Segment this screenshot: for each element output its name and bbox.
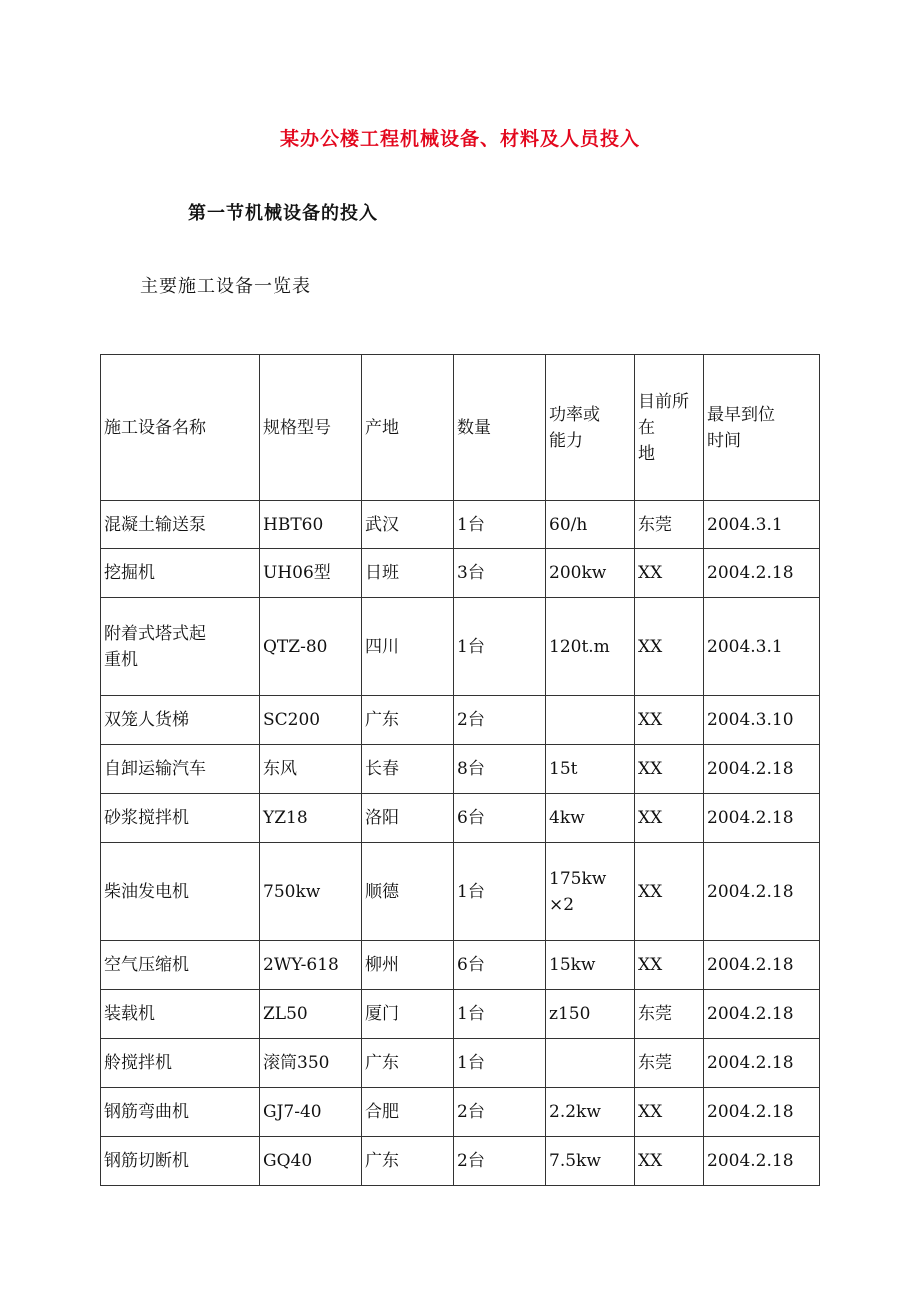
equipment-table bbox=[100, 354, 820, 1186]
cell-power-capacity: 7.5kw bbox=[546, 1137, 635, 1186]
section-heading: 第一节机械设备的投入 bbox=[188, 203, 378, 224]
table-row bbox=[101, 696, 820, 745]
cell-spec-model: 东风 bbox=[260, 745, 362, 794]
cell-current-location: XX bbox=[635, 941, 704, 990]
cell-earliest-arrival: 2004.2.18 bbox=[704, 941, 820, 990]
cell-earliest-arrival: 2004.2.18 bbox=[704, 1137, 820, 1186]
cell-spec-model: GQ40 bbox=[260, 1137, 362, 1186]
table-row bbox=[101, 549, 820, 598]
table-header-row bbox=[101, 355, 820, 501]
cell-earliest-arrival: 2004.3.1 bbox=[704, 598, 820, 696]
cell-equipment-name: 附着式塔式起 重机 bbox=[101, 598, 260, 696]
cell-equipment-name: 混凝土输送泵 bbox=[101, 501, 260, 549]
cell-quantity: 2台 bbox=[454, 1137, 546, 1186]
header-origin: 产地 bbox=[362, 355, 454, 501]
cell-current-location: XX bbox=[635, 843, 704, 941]
cell-quantity: 2台 bbox=[454, 1088, 546, 1137]
header-earliest-arrival: 最早到位 时间 bbox=[704, 355, 820, 501]
cell-power-capacity: 120t.m bbox=[546, 598, 635, 696]
cell-earliest-arrival: 2004.3.1 bbox=[704, 501, 820, 549]
cell-current-location: 东莞 bbox=[635, 990, 704, 1039]
cell-quantity: 1台 bbox=[454, 843, 546, 941]
table-row bbox=[101, 501, 820, 549]
cell-origin: 广东 bbox=[362, 1137, 454, 1186]
cell-power-capacity: 60/h bbox=[546, 501, 635, 549]
cell-origin: 四川 bbox=[362, 598, 454, 696]
cell-current-location: XX bbox=[635, 549, 704, 598]
cell-earliest-arrival: 2004.2.18 bbox=[704, 990, 820, 1039]
cell-equipment-name: 空气压缩机 bbox=[101, 941, 260, 990]
cell-origin: 合肥 bbox=[362, 1088, 454, 1137]
table-row bbox=[101, 1088, 820, 1137]
cell-quantity: 2台 bbox=[454, 696, 546, 745]
cell-quantity: 1台 bbox=[454, 990, 546, 1039]
cell-power-capacity: 4kw bbox=[546, 794, 635, 843]
cell-equipment-name: 装载机 bbox=[101, 990, 260, 1039]
cell-power-capacity: 15t bbox=[546, 745, 635, 794]
cell-current-location: XX bbox=[635, 1088, 704, 1137]
cell-power-capacity: z150 bbox=[546, 990, 635, 1039]
cell-origin: 长春 bbox=[362, 745, 454, 794]
cell-earliest-arrival: 2004.2.18 bbox=[704, 843, 820, 941]
cell-spec-model: YZ18 bbox=[260, 794, 362, 843]
cell-spec-model: SC200 bbox=[260, 696, 362, 745]
cell-spec-model: HBT60 bbox=[260, 501, 362, 549]
cell-spec-model: 滚筒350 bbox=[260, 1039, 362, 1088]
cell-current-location: XX bbox=[635, 696, 704, 745]
cell-power-capacity: 200kw bbox=[546, 549, 635, 598]
cell-origin: 广东 bbox=[362, 1039, 454, 1088]
cell-origin: 广东 bbox=[362, 696, 454, 745]
cell-earliest-arrival: 2004.2.18 bbox=[704, 1039, 820, 1088]
cell-spec-model: UH06型 bbox=[260, 549, 362, 598]
cell-equipment-name: 自卸运输汽车 bbox=[101, 745, 260, 794]
cell-quantity: 1台 bbox=[454, 598, 546, 696]
cell-earliest-arrival: 2004.2.18 bbox=[704, 745, 820, 794]
cell-origin: 厦门 bbox=[362, 990, 454, 1039]
cell-quantity: 6台 bbox=[454, 941, 546, 990]
cell-quantity: 1台 bbox=[454, 1039, 546, 1088]
cell-current-location: XX bbox=[635, 598, 704, 696]
cell-current-location: 东莞 bbox=[635, 1039, 704, 1088]
cell-equipment-name: 钢筋弯曲机 bbox=[101, 1088, 260, 1137]
cell-equipment-name: 钢筋切断机 bbox=[101, 1137, 260, 1186]
cell-spec-model: QTZ-80 bbox=[260, 598, 362, 696]
table-body bbox=[101, 501, 820, 1186]
table-caption: 主要施工设备一览表 bbox=[140, 276, 311, 297]
cell-spec-model: 2WY-618 bbox=[260, 941, 362, 990]
cell-current-location: XX bbox=[635, 1137, 704, 1186]
table-row bbox=[101, 941, 820, 990]
cell-spec-model: 750kw bbox=[260, 843, 362, 941]
cell-equipment-name: 砂浆搅拌机 bbox=[101, 794, 260, 843]
cell-origin: 洛阳 bbox=[362, 794, 454, 843]
cell-origin: 武汉 bbox=[362, 501, 454, 549]
cell-power-capacity: 15kw bbox=[546, 941, 635, 990]
cell-power-capacity bbox=[546, 696, 635, 745]
header-power-capacity: 功率或 能力 bbox=[546, 355, 635, 501]
table-row bbox=[101, 745, 820, 794]
cell-spec-model: ZL50 bbox=[260, 990, 362, 1039]
cell-quantity: 8台 bbox=[454, 745, 546, 794]
cell-current-location: XX bbox=[635, 745, 704, 794]
header-spec-model: 规格型号 bbox=[260, 355, 362, 501]
cell-earliest-arrival: 2004.2.18 bbox=[704, 794, 820, 843]
header-equipment-name: 施工设备名称 bbox=[101, 355, 260, 501]
cell-equipment-name: 双笼人货梯 bbox=[101, 696, 260, 745]
cell-power-capacity bbox=[546, 1039, 635, 1088]
cell-power-capacity: 175kw ×2 bbox=[546, 843, 635, 941]
cell-earliest-arrival: 2004.3.10 bbox=[704, 696, 820, 745]
table-row bbox=[101, 1039, 820, 1088]
table-row bbox=[101, 843, 820, 941]
cell-power-capacity: 2.2kw bbox=[546, 1088, 635, 1137]
cell-quantity: 6台 bbox=[454, 794, 546, 843]
cell-equipment-name: 挖掘机 bbox=[101, 549, 260, 598]
table-row bbox=[101, 598, 820, 696]
table-row bbox=[101, 1137, 820, 1186]
cell-origin: 柳州 bbox=[362, 941, 454, 990]
cell-quantity: 1台 bbox=[454, 501, 546, 549]
cell-origin: 日班 bbox=[362, 549, 454, 598]
cell-spec-model: GJ7-40 bbox=[260, 1088, 362, 1137]
cell-earliest-arrival: 2004.2.18 bbox=[704, 1088, 820, 1137]
table-row bbox=[101, 794, 820, 843]
cell-equipment-name: 柴油发电机 bbox=[101, 843, 260, 941]
cell-quantity: 3台 bbox=[454, 549, 546, 598]
table-row bbox=[101, 990, 820, 1039]
cell-earliest-arrival: 2004.2.18 bbox=[704, 549, 820, 598]
cell-current-location: 东莞 bbox=[635, 501, 704, 549]
header-current-location: 目前所 在 地 bbox=[635, 355, 704, 501]
cell-equipment-name: 舲搅拌机 bbox=[101, 1039, 260, 1088]
cell-origin: 顺德 bbox=[362, 843, 454, 941]
header-quantity: 数量 bbox=[454, 355, 546, 501]
cell-current-location: XX bbox=[635, 794, 704, 843]
document-title: 某办公楼工程机械设备、材料及人员投入 bbox=[279, 128, 640, 150]
